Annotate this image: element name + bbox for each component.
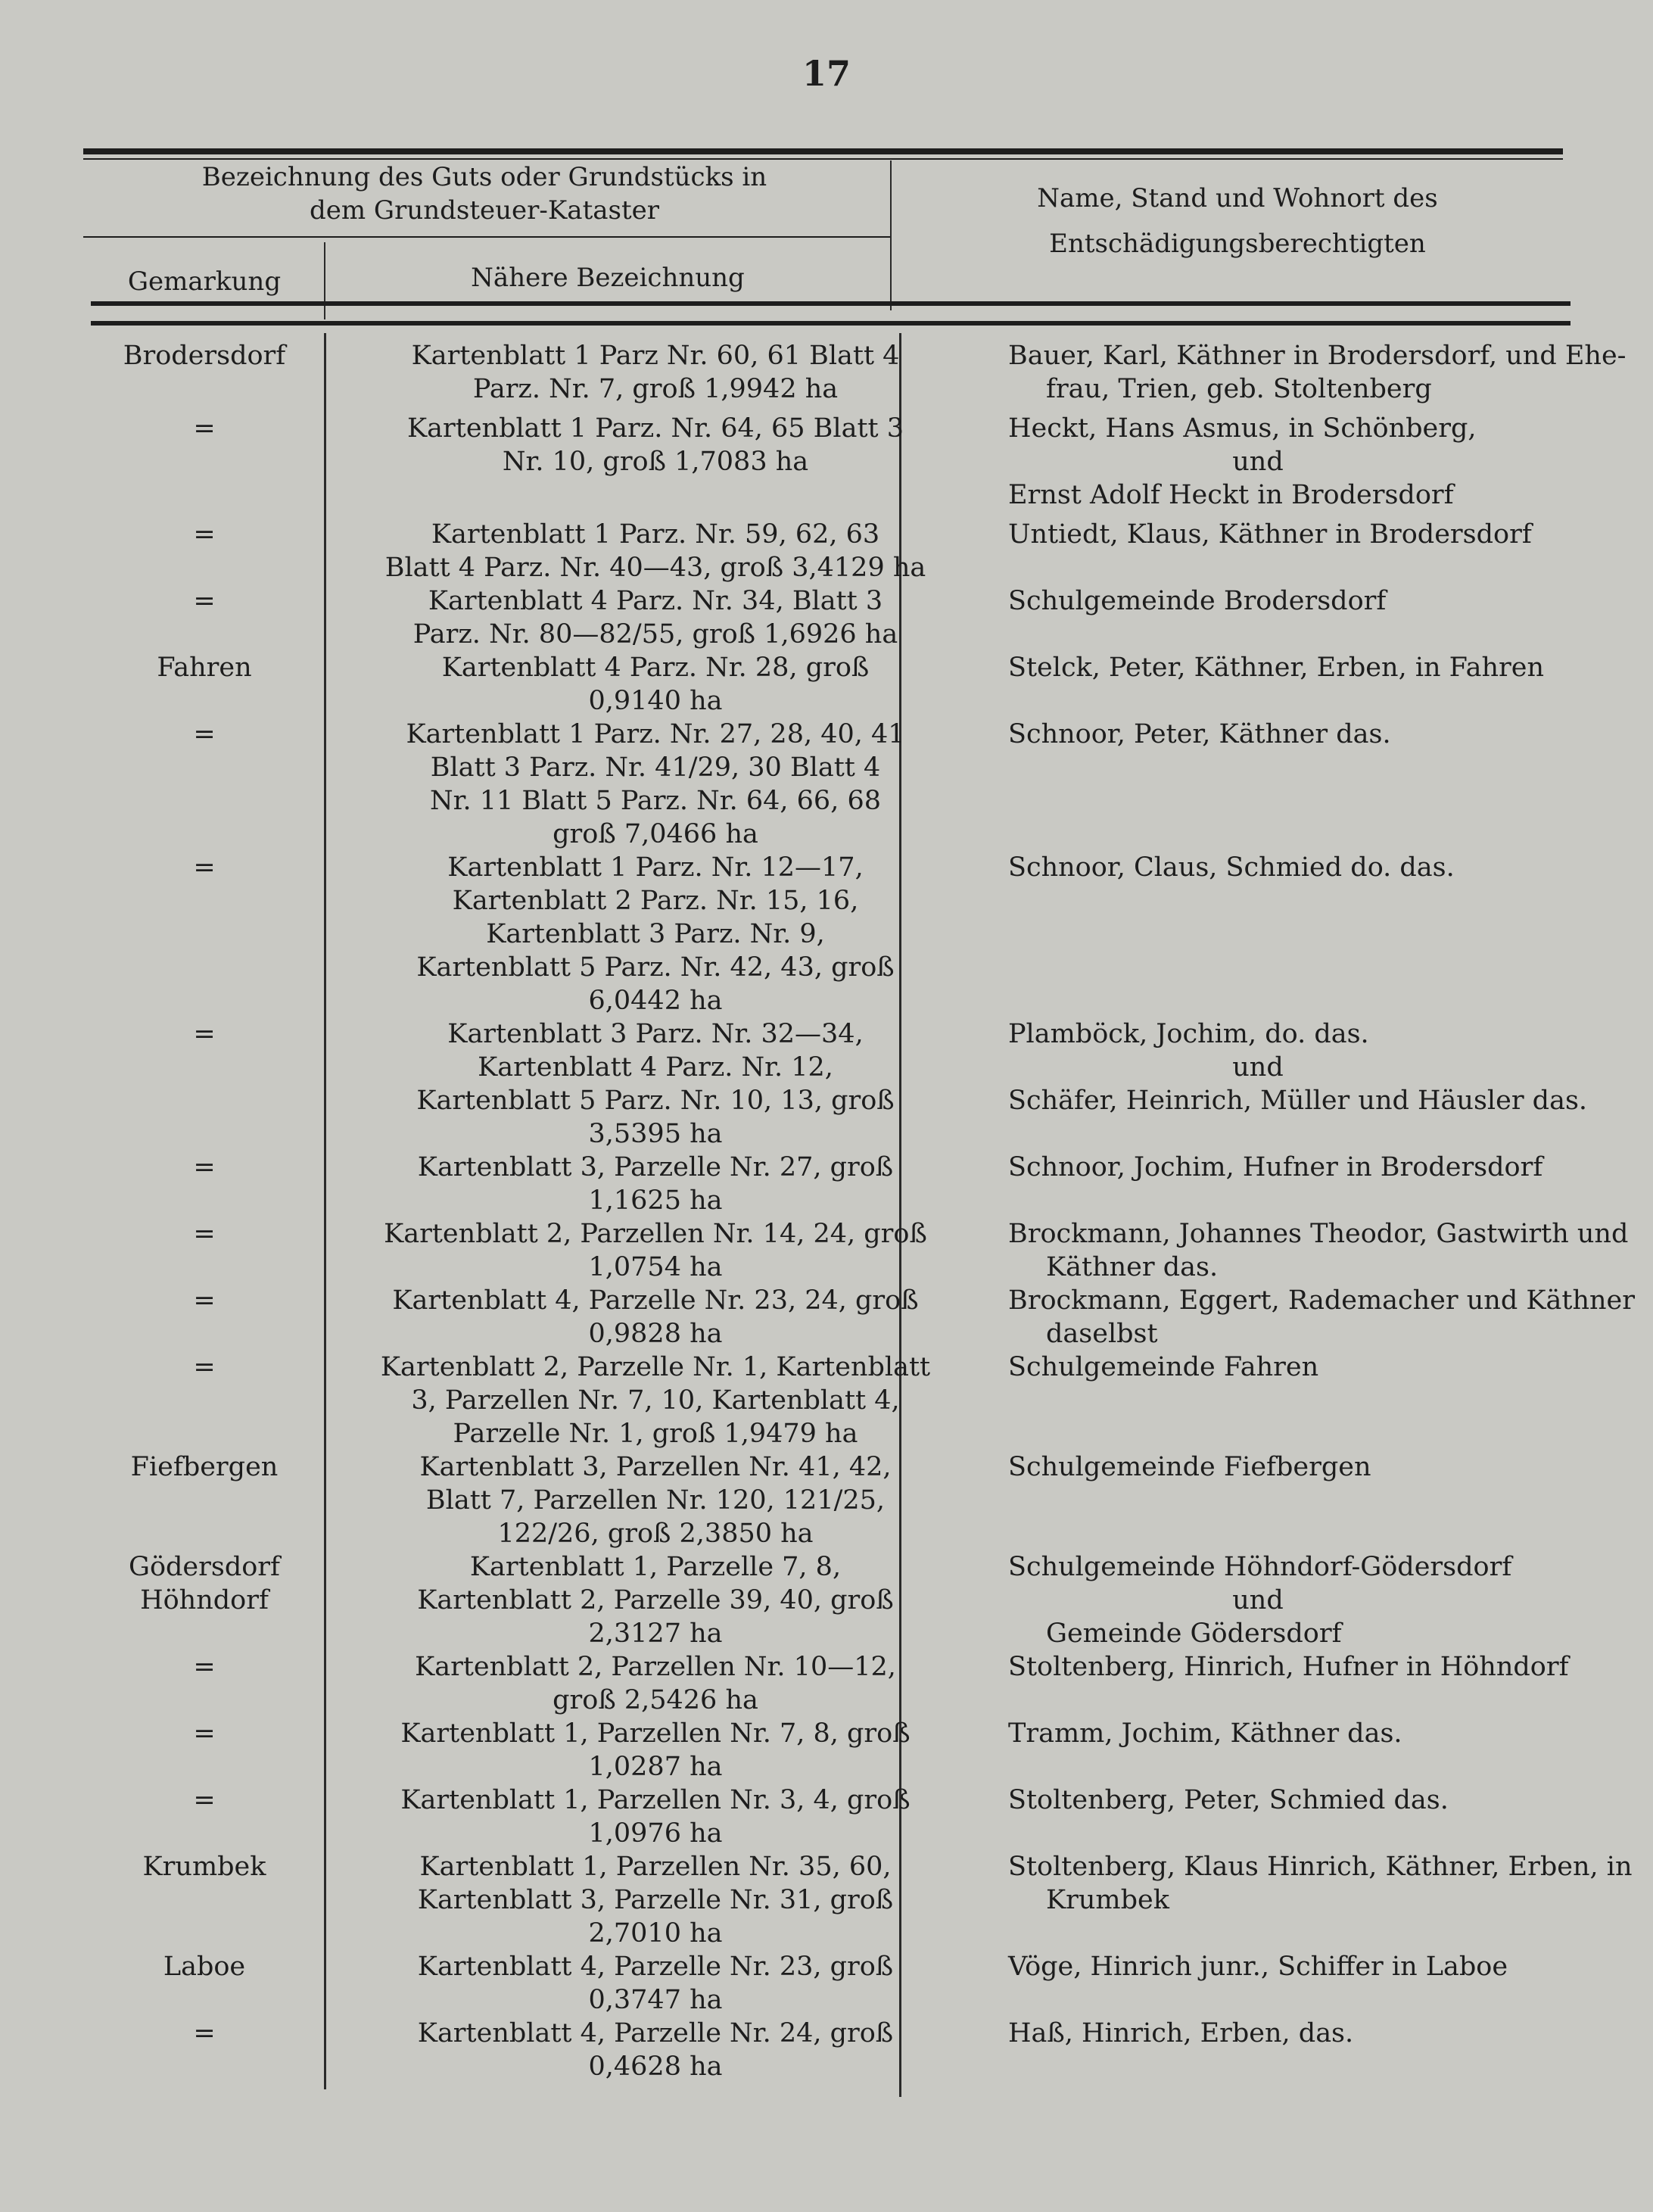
- header-bottom-rule: [91, 301, 1571, 306]
- claimant-line: Käthner das.: [1046, 1252, 1219, 1282]
- gemarkung-cell: =: [193, 1718, 216, 1749]
- description-line: Kartenblatt 3, Parzellen Nr. 41, 42,: [419, 1452, 892, 1482]
- claimant-line: Schulgemeinde Fiefbergen: [1008, 1452, 1371, 1482]
- description-line: Nr. 10, groß 1,7083 ha: [502, 447, 809, 477]
- description-line: 1,0976 ha: [588, 1818, 723, 1849]
- description-line: Kartenblatt 4 Parz. Nr. 28, groß: [441, 653, 870, 683]
- gemarkung-cell: =: [193, 2018, 216, 2048]
- gemarkung-cell: =: [193, 1152, 216, 1182]
- description-line: 1,0754 ha: [588, 1252, 723, 1282]
- claimant-line: Gemeinde Gödersdorf: [1046, 1618, 1342, 1649]
- description-line: 3,5395 ha: [588, 1119, 723, 1149]
- claimant-line: Stelck, Peter, Käthner, Erben, in Fahren: [1008, 653, 1544, 683]
- description-line: Kartenblatt 3 Parz. Nr. 32—34,: [447, 1019, 864, 1049]
- description-line: 0,9140 ha: [588, 686, 723, 716]
- gemarkung-cell: =: [193, 1652, 216, 1682]
- top-rule-thin: [83, 158, 1563, 160]
- claimant-cell: [991, 851, 1589, 884]
- description-line: 3, Parzellen Nr. 7, 10, Kartenblatt 4,: [411, 1385, 900, 1416]
- page-number: 17: [802, 53, 851, 94]
- description-cell: [325, 1717, 978, 1784]
- gemarkung-cell: =: [193, 413, 216, 444]
- description-line: Nr. 11 Blatt 5 Parz. Nr. 64, 66, 68: [430, 786, 881, 816]
- claimant-line: Heckt, Hans Asmus, in Schönberg,: [1008, 413, 1477, 444]
- gemarkung-cell: Fiefbergen: [130, 1452, 279, 1482]
- claimant-line: und: [1232, 1052, 1284, 1083]
- table-row: [83, 1151, 1589, 1217]
- table-row: [83, 851, 1589, 1017]
- table-row: [83, 1650, 1589, 1717]
- description-line: 2,3127 ha: [588, 1618, 723, 1649]
- claimant-cell: [991, 1284, 1635, 1351]
- claimant-cell: [991, 1151, 1589, 1184]
- claimant-line: Krumbek: [1046, 1885, 1169, 1915]
- description-line: 1,0287 ha: [588, 1752, 723, 1782]
- claimant-line: Schulgemeinde Fahren: [1008, 1352, 1319, 1382]
- header-col-naehere: Nähere Bezeichnung: [471, 263, 745, 293]
- claimant-cell: [991, 518, 1589, 551]
- claimant-line: Schäfer, Heinrich, Müller und Häusler das.: [1008, 1086, 1588, 1116]
- claimant-cell: [991, 1584, 1589, 1650]
- description-line: 0,9828 ha: [588, 1319, 723, 1349]
- description-cell: [325, 1217, 978, 1284]
- gemarkung-cell: =: [193, 719, 216, 749]
- claimant-line: Vöge, Hinrich junr., Schiffer in Laboe: [1008, 1952, 1508, 1982]
- description-cell: [325, 1950, 978, 2017]
- header-col-name: [893, 182, 1582, 260]
- claimant-line: frau, Trien, geb. Stoltenberg: [1046, 374, 1432, 404]
- description-line: groß 7,0466 ha: [553, 819, 758, 849]
- table-row: [83, 1784, 1589, 1850]
- claimant-cell: [991, 718, 1589, 751]
- claimant-cell: [991, 1717, 1589, 1750]
- gemarkung-cell: =: [193, 1285, 216, 1316]
- header-col-name-line2: Entschädigungsberechtigten: [1049, 229, 1426, 259]
- claimant-cell: [991, 1650, 1589, 1684]
- claimant-line: Haß, Hinrich, Erben, das.: [1008, 2018, 1354, 2048]
- description-line: Kartenblatt 1 Parz Nr. 60, 61 Blatt 4: [411, 341, 900, 371]
- header-group-title-line2: dem Grundsteuer-Kataster: [310, 195, 659, 226]
- table-row: [83, 1850, 1633, 1950]
- description-line: Kartenblatt 2, Parzellen Nr. 10—12,: [415, 1652, 896, 1682]
- gemarkung-cell: Brodersdorf: [123, 341, 286, 371]
- description-line: Kartenblatt 1 Parz. Nr. 27, 28, 40, 41: [406, 719, 905, 749]
- description-cell: [325, 1850, 978, 1950]
- gemarkung-cell: =: [193, 1019, 216, 1049]
- description-line: groß 2,5426 ha: [553, 1685, 758, 1715]
- description-line: Blatt 4 Parz. Nr. 40—43, groß 3,4129 ha: [384, 553, 926, 583]
- description-line: Kartenblatt 1 Parz. Nr. 59, 62, 63: [431, 519, 880, 550]
- gemarkung-cell: =: [193, 586, 216, 616]
- description-cell: [325, 651, 978, 718]
- gemarkung-cell: Höhndorf: [140, 1585, 269, 1615]
- header-group-title-line1: Bezeichnung des Guts oder Grundstücks in: [201, 162, 767, 192]
- description-cell: [325, 518, 978, 584]
- gemarkung-cell: Laboe: [163, 1952, 246, 1982]
- description-line: 2,7010 ha: [588, 1918, 723, 1949]
- claimant-cell: [991, 1550, 1589, 1584]
- claimant-line: Schulgemeinde Brodersdorf: [1008, 586, 1387, 616]
- description-line: Kartenblatt 3, Parzelle Nr. 31, groß: [417, 1885, 894, 1915]
- description-line: Kartenblatt 3, Parzelle Nr. 27, groß: [417, 1152, 894, 1182]
- table-row: [83, 584, 1589, 651]
- claimant-cell: [991, 1217, 1629, 1284]
- claimant-cell: [991, 584, 1589, 618]
- claimant-line: Tramm, Jochim, Käthner das.: [1008, 1718, 1402, 1749]
- description-line: Kartenblatt 2, Parzelle Nr. 1, Kartenblatt: [380, 1352, 931, 1382]
- header-divider-2: [890, 160, 892, 310]
- gemarkung-cell: Krumbek: [142, 1852, 266, 1882]
- description-line: Parzelle Nr. 1, groß 1,9479 ha: [453, 1419, 858, 1449]
- table-body: [83, 339, 1635, 2083]
- claimant-line: Plamböck, Jochim, do. das.: [1008, 1019, 1369, 1049]
- claimant-cell: [991, 1017, 1589, 1117]
- claimant-line: Bauer, Karl, Käthner in Brodersdorf, und Ehe-: [1008, 341, 1627, 371]
- header-col-gemarkung: Gemarkung: [127, 266, 282, 297]
- description-line: 122/26, groß 2,3850 ha: [497, 1519, 814, 1549]
- table-row: [83, 2017, 1589, 2083]
- description-line: Parz. Nr. 80—82/55, groß 1,6926 ha: [412, 619, 898, 650]
- description-line: Kartenblatt 4, Parzelle Nr. 23, 24, groß: [392, 1285, 919, 1316]
- claimant-cell: [991, 1351, 1589, 1384]
- description-cell: [325, 851, 978, 1017]
- table-row: [83, 1717, 1589, 1784]
- table-row: [83, 1450, 1589, 1550]
- description-line: 0,3747 ha: [588, 1985, 723, 2015]
- description-line: Kartenblatt 1 Parz. Nr. 12—17,: [447, 852, 864, 883]
- claimant-line: Stoltenberg, Klaus Hinrich, Käthner, Erben, in: [1008, 1852, 1633, 1882]
- claimant-line: Stoltenberg, Peter, Schmied das.: [1008, 1785, 1449, 1815]
- table-row: [83, 518, 1589, 584]
- claimant-line: Schnoor, Jochim, Hufner in Brodersdorf: [1008, 1152, 1543, 1182]
- claimant-cell: [991, 1450, 1589, 1484]
- description-line: Blatt 3 Parz. Nr. 41/29, 30 Blatt 4: [430, 752, 881, 783]
- table-row: [83, 1284, 1635, 1351]
- claimant-line: und: [1232, 1585, 1284, 1615]
- description-line: 6,0442 ha: [588, 986, 723, 1016]
- description-line: Kartenblatt 4, Parzelle Nr. 23, groß: [417, 1952, 894, 1982]
- description-cell: [325, 1550, 978, 1584]
- table-row: [83, 339, 1627, 412]
- table-row: [83, 1950, 1589, 2017]
- header-col-name-line1: Name, Stand und Wohnort des: [1037, 183, 1438, 213]
- description-line: Kartenblatt 1, Parzelle 7, 8,: [469, 1552, 842, 1582]
- description-cell: [325, 718, 978, 851]
- description-line: Kartenblatt 5 Parz. Nr. 10, 13, groß: [416, 1086, 895, 1116]
- description-cell: [325, 1284, 978, 1351]
- gemarkung-cell: Fahren: [157, 653, 252, 683]
- claimant-line: daselbst: [1046, 1319, 1158, 1349]
- description-cell: [325, 1450, 978, 1550]
- description-line: Kartenblatt 1, Parzellen Nr. 35, 60,: [419, 1852, 892, 1882]
- description-line: Kartenblatt 5 Parz. Nr. 42, 43, groß: [416, 952, 895, 983]
- description-line: Kartenblatt 2, Parzelle 39, 40, groß: [417, 1585, 894, 1615]
- claimant-line: Stoltenberg, Hinrich, Hufner in Höhndorf: [1008, 1652, 1569, 1682]
- claimant-cell: [991, 2017, 1589, 2050]
- gemarkung-cell: =: [193, 852, 216, 883]
- description-cell: [325, 1351, 978, 1450]
- description-cell: [325, 1017, 978, 1151]
- claimant-line: Schnoor, Peter, Käthner das.: [1008, 719, 1391, 749]
- claimant-line: Ernst Adolf Heckt in Brodersdorf: [1008, 480, 1454, 510]
- description-cell: [325, 412, 978, 478]
- description-line: Blatt 7, Parzellen Nr. 120, 121/25,: [425, 1485, 886, 1516]
- table-row: [83, 1017, 1589, 1151]
- description-cell: [325, 339, 978, 406]
- description-cell: [325, 2017, 978, 2083]
- table-row: [83, 1217, 1629, 1284]
- description-line: Kartenblatt 1 Parz. Nr. 64, 65 Blatt 3: [407, 413, 904, 444]
- claimant-line: und: [1232, 447, 1284, 477]
- gemarkung-cell: =: [193, 1352, 216, 1382]
- claimant-cell: [991, 651, 1589, 684]
- table-row: [83, 651, 1589, 718]
- claimant-line: Schulgemeinde Höhndorf-Gödersdorf: [1008, 1552, 1512, 1582]
- gemarkung-cell: Gödersdorf: [128, 1552, 280, 1582]
- description-cell: [325, 1650, 978, 1717]
- description-cell: [325, 584, 978, 651]
- description-line: Kartenblatt 2, Parzellen Nr. 14, 24, groß: [384, 1219, 927, 1249]
- claimant-cell: [991, 1950, 1589, 1983]
- table-row: [83, 718, 1589, 851]
- header-subrule: [83, 236, 890, 238]
- description-line: Kartenblatt 2 Parz. Nr. 15, 16,: [452, 886, 859, 916]
- description-line: 1,1625 ha: [588, 1185, 723, 1216]
- claimant-cell: [991, 1850, 1633, 1917]
- header-bottom-rule-2: [91, 321, 1571, 326]
- claimant-cell: [991, 1784, 1589, 1817]
- description-line: Kartenblatt 4 Parz. Nr. 34, Blatt 3: [428, 586, 883, 616]
- description-cell: [325, 1151, 978, 1217]
- header-divider-1: [324, 242, 325, 319]
- description-line: Kartenblatt 4, Parzelle Nr. 24, groß: [417, 2018, 894, 2048]
- description-line: Parz. Nr. 7, groß 1,9942 ha: [472, 374, 839, 404]
- description-line: Kartenblatt 4 Parz. Nr. 12,: [478, 1052, 833, 1083]
- table-row: [83, 1550, 1589, 1584]
- table-row: [83, 1584, 1589, 1650]
- claimant-cell: [991, 339, 1627, 406]
- header-group-title: [83, 160, 886, 227]
- gemarkung-cell: =: [193, 1785, 216, 1815]
- description-cell: [325, 1584, 978, 1650]
- description-line: Kartenblatt 3 Parz. Nr. 9,: [486, 919, 825, 949]
- description-line: Kartenblatt 1, Parzellen Nr. 3, 4, groß: [400, 1785, 911, 1815]
- table-row: [83, 412, 1589, 518]
- claimant-line: Brockmann, Johannes Theodor, Gastwirth und: [1008, 1219, 1629, 1249]
- table-row: [83, 1351, 1589, 1450]
- description-line: 0,4628 ha: [588, 2052, 723, 2082]
- claimant-line: Brockmann, Eggert, Rademacher und Käthner: [1008, 1285, 1635, 1316]
- claimant-line: Schnoor, Claus, Schmied do. das.: [1008, 852, 1455, 883]
- gemarkung-cell: =: [193, 519, 216, 550]
- gemarkung-cell: =: [193, 1219, 216, 1249]
- claimant-line: Untiedt, Klaus, Käthner in Brodersdorf: [1008, 519, 1532, 550]
- claimant-cell: [991, 412, 1589, 512]
- description-line: Kartenblatt 1, Parzellen Nr. 7, 8, groß: [400, 1718, 911, 1749]
- description-cell: [325, 1784, 978, 1850]
- top-rule: [83, 148, 1563, 154]
